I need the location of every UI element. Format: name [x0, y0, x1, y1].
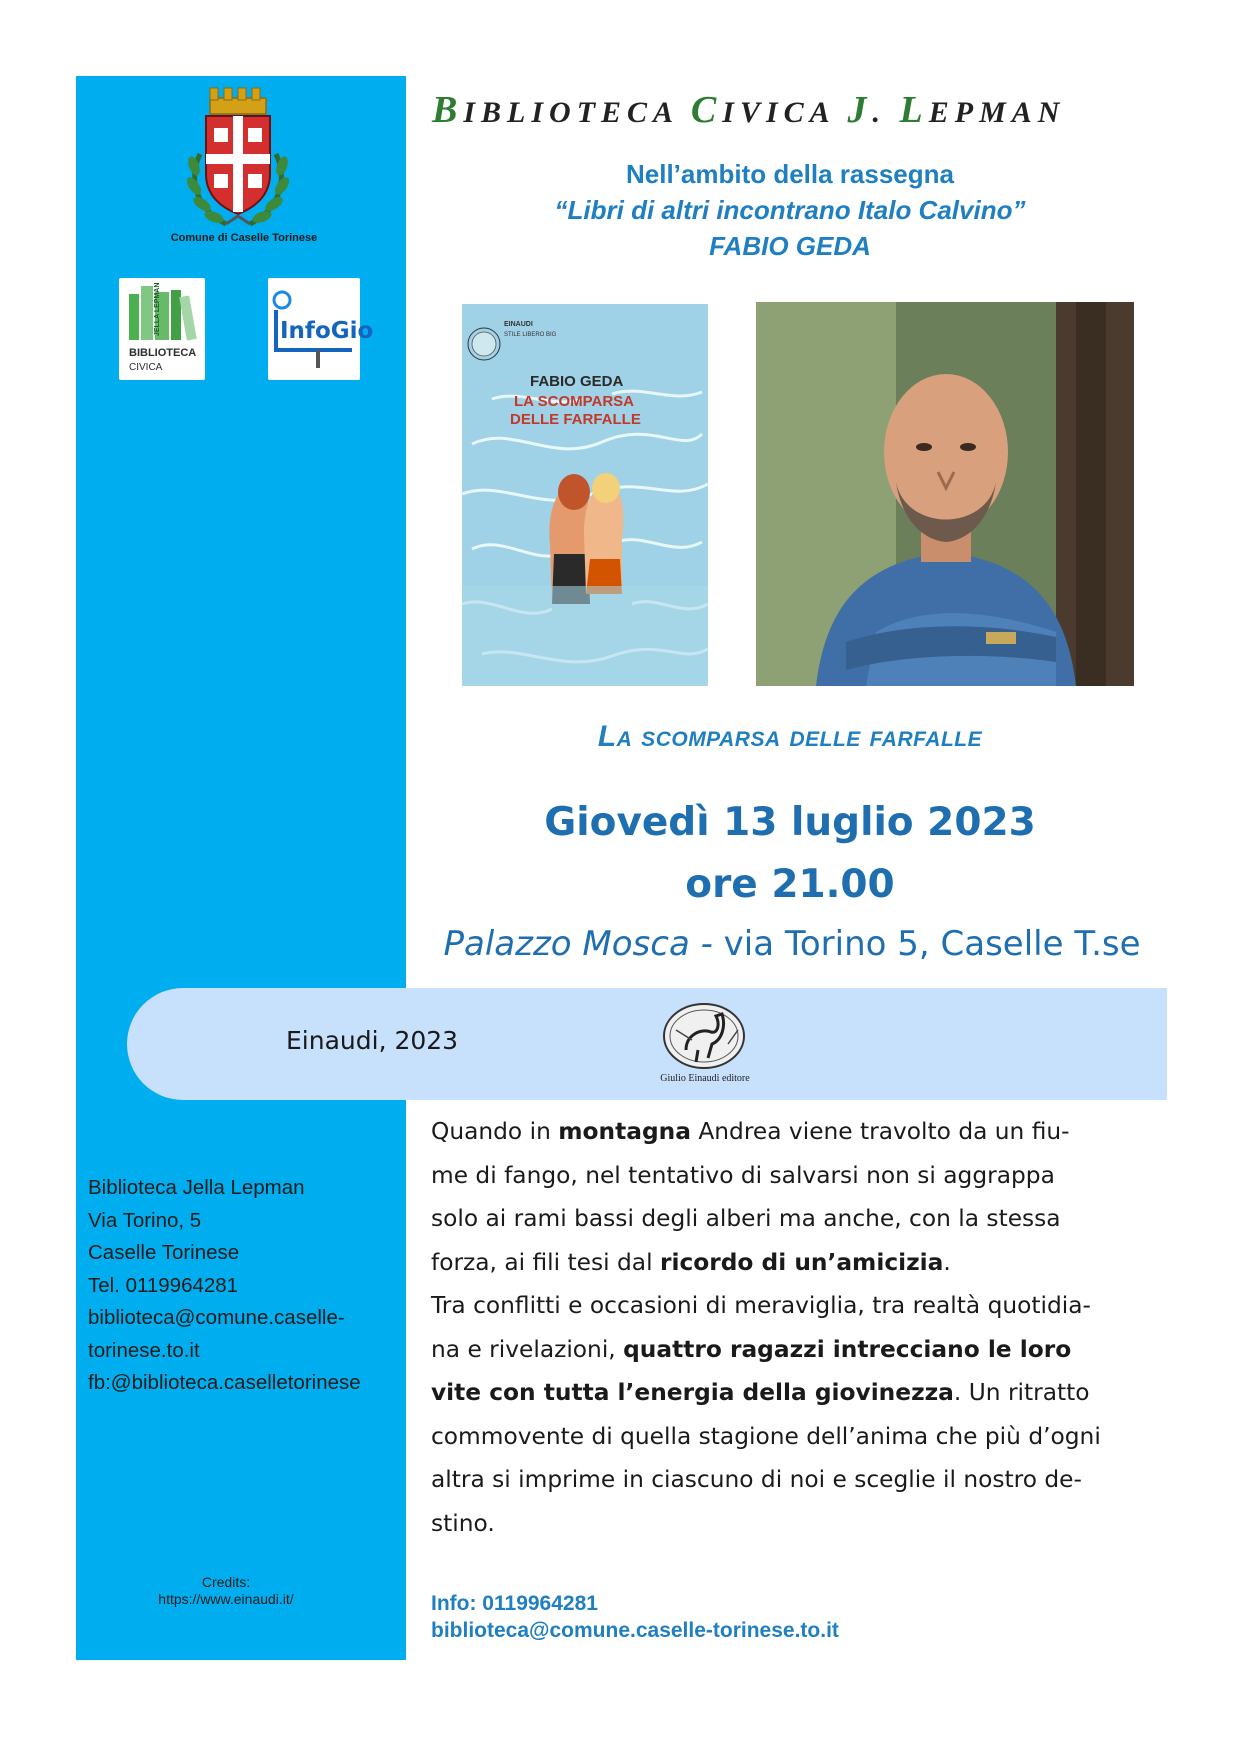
infogio-sign-icon: [268, 278, 374, 380]
logo-infogio-text: InfoGio: [280, 318, 374, 344]
description-run: forza, ai fili tesi dal: [431, 1248, 660, 1276]
description-line: [431, 1110, 1151, 1154]
address-phone: Tel. 0119964281: [88, 1273, 239, 1297]
caselle-coat-of-arms-icon: [178, 84, 298, 230]
description-line: [431, 1502, 1151, 1546]
logo-biblio-line3: CIVICA: [129, 362, 163, 373]
cover-title-line1: LA SCOMPARSA: [514, 393, 634, 410]
series-block: [470, 156, 1110, 264]
books-icon: [119, 278, 205, 380]
title-segment: LEPMAN: [899, 89, 1066, 131]
logo-biblio-line1: JELLA LEPMAN: [154, 282, 161, 336]
logo-biblio-line2: BIBLIOTECA: [129, 347, 197, 359]
description-run: Quando in: [431, 1118, 559, 1145]
cover-publisher: EINAUDI: [504, 321, 533, 328]
description-line: [431, 1371, 1151, 1415]
title-segment: BIBLIOTECA: [432, 89, 691, 131]
biblioteca-civica-logo: [119, 278, 205, 380]
title-segment: J.: [847, 89, 900, 131]
credits-label: Credits:: [201, 1574, 251, 1590]
description-bold-run: ricordo di un’amicizia: [659, 1248, 944, 1276]
einaudi-caption: Giulio Einaudi editore: [660, 1073, 750, 1084]
series-name: “Libri di altri incontrano Italo Calvino”: [554, 195, 1026, 225]
series-author: FABIO GEDA: [709, 231, 871, 261]
title-segment: CIVICA: [690, 89, 848, 131]
address-email: biblioteca@comune.caselle-: [88, 1306, 345, 1329]
description-line: [431, 1241, 1151, 1285]
credits: [96, 1574, 356, 1608]
cover-title-line2: DELLE FARFALLE: [510, 411, 641, 428]
description-run: . Un ritratto: [953, 1379, 1090, 1406]
book-cover: [462, 304, 708, 686]
author-portrait: [756, 302, 1134, 686]
infogio-logo: [268, 278, 374, 380]
description-line: [431, 1284, 1151, 1328]
description-line: [431, 1154, 1151, 1198]
description-line: [431, 1415, 1151, 1459]
description-line: [431, 1458, 1151, 1502]
cover-author: FABIO GEDA: [530, 373, 624, 390]
address-facebook: fb:@biblioteca.caselletorinese: [88, 1371, 361, 1394]
book-title: La scomparsa delle farfalle: [597, 720, 983, 753]
credits-url: https://www.einaudi.it/: [158, 1591, 294, 1607]
description-bold-run: quattro ragazzi intrecciano le loro: [623, 1335, 1072, 1363]
author-photo: [756, 302, 1134, 686]
library-address: [88, 1172, 408, 1400]
description-line: [431, 1197, 1151, 1241]
description-run: Tra conflitti e occasioni di meraviglia, tra realtà quotidia-: [431, 1292, 1091, 1319]
description-run: me di fango, nel tentativo di salvarsi non si aggrappa: [431, 1161, 1055, 1189]
address-line: Biblioteca Jella Lepman: [88, 1176, 305, 1199]
event-place: [412, 924, 1172, 964]
book-description: [431, 1110, 1151, 1545]
description-run: .: [943, 1248, 951, 1276]
info-phone: Info: 0119964281: [431, 1592, 598, 1615]
book-cover-illustration: [462, 304, 708, 686]
info-email: biblioteca@comune.caselle-torinese.to.it: [431, 1619, 839, 1642]
description-run: Andrea viene travolto da un fiu-: [690, 1118, 1070, 1145]
publisher-year: Einaudi, 2023: [286, 1026, 459, 1055]
cover-collection: STILE LIBERO BIG: [504, 332, 557, 338]
event-address: via Torino 5, Caselle T.se: [712, 924, 1141, 964]
series-intro: Nell’ambito della rassegna: [625, 159, 954, 189]
event-time: ore 21.00: [685, 862, 895, 907]
address-line: Via Torino, 5: [88, 1208, 202, 1232]
description-run: commovente di quella stagione dell’anima che più d’ogni: [431, 1422, 1101, 1450]
address-email: torinese.to.it: [88, 1338, 200, 1362]
description-run: altra si imprime in ciascuno di noi e sceglie il nostro de-: [431, 1466, 1082, 1493]
description-bold-run: vite con tutta l’energia della giovinezza: [431, 1379, 954, 1406]
comune-label: Comune di Caselle Torinese: [170, 232, 318, 244]
info-contacts: [431, 1590, 839, 1644]
event-venue: Palazzo Mosca -: [443, 924, 713, 964]
description-run: stino.: [431, 1509, 495, 1537]
library-title: [432, 88, 1152, 132]
event-date: Giovedì 13 luglio 2023: [544, 800, 1036, 845]
address-line: Caselle Torinese: [88, 1241, 240, 1264]
description-run: solo ai rami bassi degli alberi ma anche, con la stessa: [431, 1205, 1061, 1232]
description-run: na e rivelazioni,: [431, 1335, 624, 1363]
description-line: [431, 1328, 1151, 1372]
description-bold-run: montagna: [558, 1118, 691, 1145]
